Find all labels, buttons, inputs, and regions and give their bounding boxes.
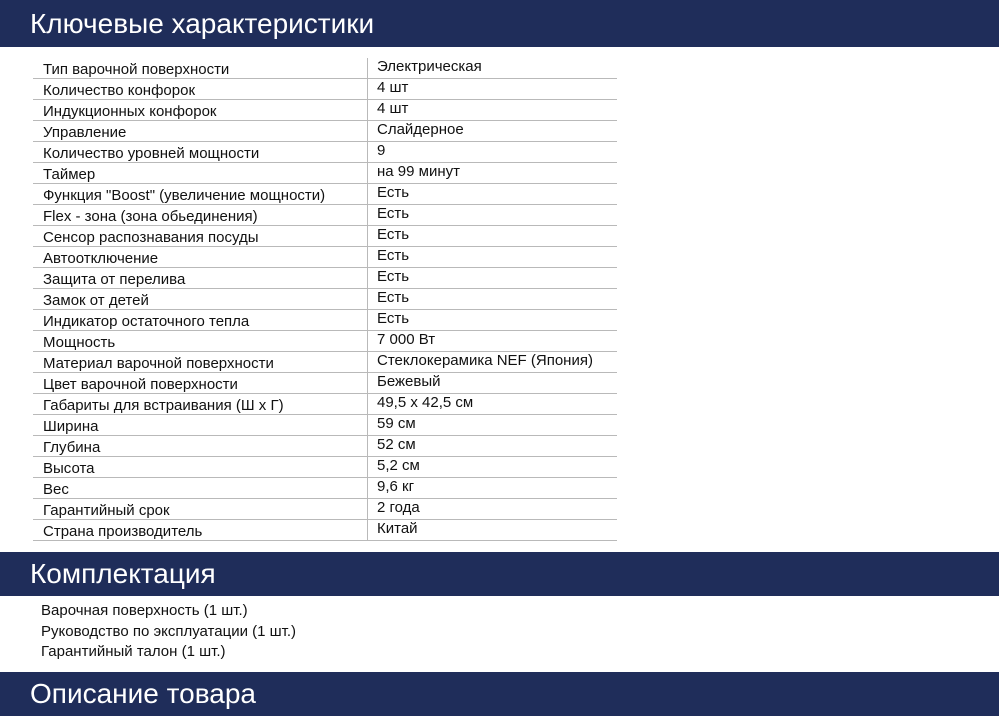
spec-label: Индикатор остаточного тепла: [33, 310, 368, 331]
spec-label: Ширина: [33, 415, 368, 436]
spec-value: 52 см: [368, 436, 618, 457]
spec-label: Страна производитель: [33, 520, 368, 541]
kit-list: [41, 601, 296, 663]
kit-item: Руководство по эксплуатации (1 шт.): [41, 622, 297, 640]
spec-label: Вес: [33, 478, 368, 499]
kit-item: Варочная поверхность (1 шт.): [41, 602, 248, 619]
spec-label: Таймер: [33, 163, 368, 184]
spec-label: Автоотключение: [33, 247, 368, 268]
spec-row: [33, 436, 617, 457]
spec-value: Электрическая: [368, 58, 618, 79]
spec-row: [33, 289, 617, 310]
spec-value: Китай: [368, 520, 618, 541]
spec-label: Глубина: [33, 436, 368, 457]
spec-value: Есть: [368, 268, 618, 289]
spec-value: Есть: [368, 247, 618, 268]
spec-label: Flex - зона (зона обьединения): [33, 205, 368, 226]
spec-row: [33, 457, 617, 478]
spec-row: [33, 310, 617, 331]
spec-value: 9: [368, 142, 618, 163]
spec-label: Высота: [33, 457, 368, 478]
spec-label: Мощность: [33, 331, 368, 352]
spec-row: [33, 100, 617, 121]
spec-value: Есть: [368, 184, 618, 205]
spec-label: Защита от перелива: [33, 268, 368, 289]
spec-row: [33, 121, 617, 142]
spec-row: [33, 520, 617, 541]
spec-row: [33, 163, 617, 184]
spec-value: 4 шт: [368, 100, 618, 121]
spec-label: Гарантийный срок: [33, 499, 368, 520]
spec-row: [33, 499, 617, 520]
description-section-title: Описание товара: [30, 678, 256, 709]
spec-row: [33, 247, 617, 268]
spec-value: 59 см: [368, 415, 618, 436]
spec-label: Тип варочной поверхности: [33, 58, 368, 79]
spec-label: Цвет варочной поверхности: [33, 373, 368, 394]
spec-label: Габариты для встраивания (Ш х Г): [33, 394, 368, 415]
spec-row: [33, 79, 617, 100]
spec-row: [33, 352, 617, 373]
spec-value: Есть: [368, 310, 618, 331]
spec-row: [33, 184, 617, 205]
spec-value: Есть: [368, 205, 618, 226]
spec-label: Индукционных конфорок: [33, 100, 368, 121]
spec-row: [33, 142, 617, 163]
spec-value: 9,6 кг: [368, 478, 618, 499]
spec-value: 7 000 Вт: [368, 331, 618, 352]
spec-label: Сенсор распознавания посуды: [33, 226, 368, 247]
spec-value: Бежевый: [368, 373, 618, 394]
spec-row: [33, 226, 617, 247]
spec-label: Управление: [33, 121, 368, 142]
spec-value: 49,5 х 42,5 см: [368, 394, 618, 415]
spec-row: [33, 268, 617, 289]
spec-label: Количество уровней мощности: [33, 142, 368, 163]
spec-row: [33, 331, 617, 352]
spec-row: [33, 394, 617, 415]
specs-section-title: Ключевые характеристики: [30, 7, 375, 39]
spec-row: [33, 373, 617, 394]
spec-value: на 99 минут: [368, 163, 618, 184]
spec-label: Количество конфорок: [33, 79, 368, 100]
spec-label: Материал варочной поверхности: [33, 352, 368, 373]
spec-value: 2 года: [368, 499, 618, 520]
kit-section-header: [0, 552, 999, 596]
spec-value: Есть: [368, 289, 618, 310]
spec-label: Замок от детей: [33, 289, 368, 310]
spec-value: Стеклокерамика NEF (Япония): [368, 352, 618, 373]
description-section-header: [0, 672, 999, 716]
spec-row: [33, 415, 617, 436]
specs-table: [33, 58, 617, 541]
spec-value: Есть: [368, 226, 618, 247]
specs-section-header: [0, 0, 999, 47]
spec-row: [33, 205, 617, 226]
spec-value: 4 шт: [368, 79, 618, 100]
spec-value: Слайдерное: [368, 121, 618, 142]
spec-value: 5,2 см: [368, 457, 618, 478]
spec-row: [33, 58, 617, 79]
spec-label: Функция "Boost" (увеличение мощности): [33, 184, 368, 205]
kit-item: Гарантийный талон (1 шт.): [41, 643, 226, 660]
kit-section-title: Комплектация: [30, 558, 216, 589]
spec-row: [33, 478, 617, 499]
